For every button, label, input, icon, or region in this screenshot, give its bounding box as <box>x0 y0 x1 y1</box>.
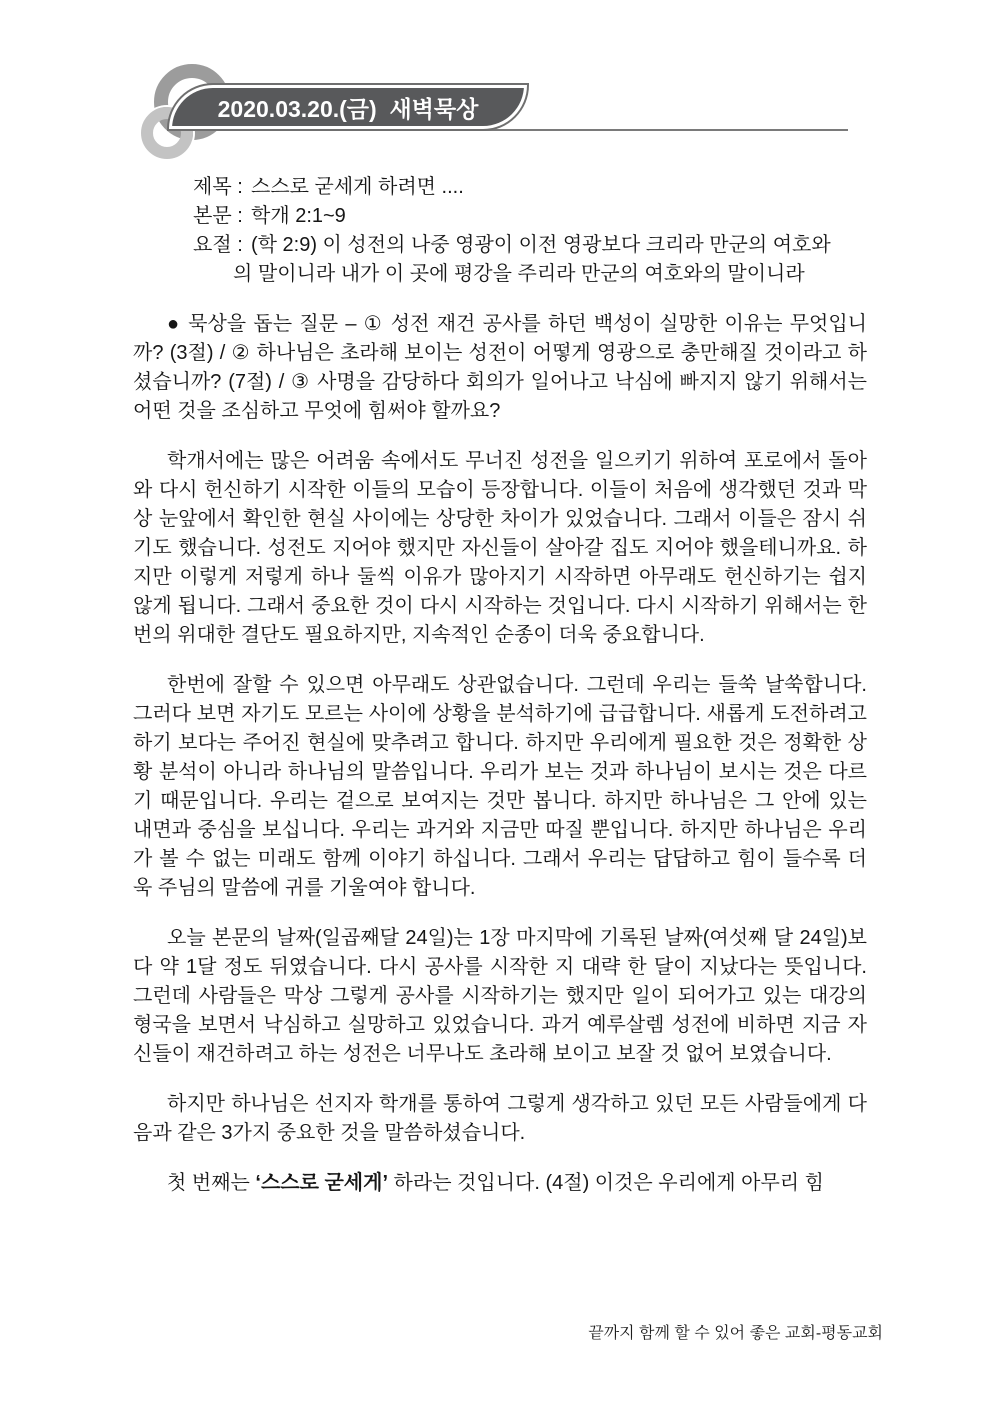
header-rule-line <box>300 129 848 131</box>
closing-after: 하라는 것입니다. (4절) 이것은 우리에게 아무리 힘 <box>388 1172 824 1194</box>
closing-paragraph <box>133 1169 867 1198</box>
document-body <box>133 173 867 1198</box>
verse-label: 요절 : <box>193 234 243 256</box>
body-paragraph-4: 하지만 하나님은 선지자 학개를 통하여 그렇게 생각하고 있던 모든 사람들에게 다음과 같은 3가지 중요한 것을 말씀하셨습니다. <box>133 1093 867 1144</box>
body-paragraph-2: 한번에 잘할 수 있으면 아무래도 상관없습니다. 그런데 우리는 들쑥 날쑥합니다. 그러다 보면 자기도 모르는 사이에 상황을 분석하기에 급급합니다. 새롭게 도전하려고 하기 보다는 주어진 현실에 맞추려고 합니다. 하지만 우리에게 필요한 것은 정확한 상황 분석이 아니라 하나님의 말씀입니다. 우리가 보는 것과 하나님이 보시는 것은 다르기 때문입니다. 우리는 겉으로 보여지는 것만 봅니다. 하지만 하나님은 그 안에 있는 내면과 중심을 보십니다. 우리는 과거와 지금만 따질 뿐입니다. 하지만 하나님은 우리가 볼 수 없는 미래도 함께 이야기 하십니다. 그래서 우리는 답답하고 힘이 들수록 더욱 주님의 말씀에 귀를 기울여야 합니다. <box>133 674 867 899</box>
meta-block <box>193 173 867 289</box>
banner-date-title: 2020.03.20.(금) 새벽묵상 <box>217 95 479 122</box>
title-label: 제목 : <box>193 176 243 198</box>
meta-row-title <box>193 173 867 202</box>
closing-bold-phrase: ‘스스로 굳세게’ <box>255 1172 388 1194</box>
verse-line-2: 의 말이니라 내가 이 곳에 평강을 주리라 만군의 여호와의 말이니라 <box>233 263 805 285</box>
meta-row-verse <box>193 231 867 289</box>
verse-value <box>233 231 867 289</box>
meta-row-scripture <box>193 202 867 231</box>
scripture-label: 본문 : <box>193 205 243 227</box>
questions-text: 묵상을 돕는 질문 – ① 성전 재건 공사를 하던 백성이 실망한 이유는 무엇입니까? (3절) / ② 하나님은 초라해 보이는 성전이 어떻게 영광으로 충만해질 것이라고 하셨습니까? (7절) / ③ 사명을 감당하다 회의가 일어나고 낙심에 빠지지 않기 위해서는 어떤 것을 조심하고 무엇에 힘써야 할까요? <box>133 313 867 422</box>
bullet-icon: ● <box>167 313 189 335</box>
verse-line-1: (학 2:9) 이 성전의 나중 영광이 이전 영광보다 크리라 만군의 여호와 <box>251 234 831 256</box>
body-paragraph-3: 오늘 본문의 날짜(일곱째달 24일)는 1장 마지막에 기록된 날짜(여섯째 달 24일)보다 약 1달 정도 뒤였습니다. 다시 공사를 시작한 지 대략 한 달이 지났다는 뜻입니다. 그런데 사람들은 막상 그렇게 공사를 시작하기는 했지만 일이 되어가고 있는 대강의 형국을 보면서 낙심하고 실망하고 있었습니다. 과거 예루살렘 성전에 비하면 지금 자신들이 재건하려고 하는 성전은 너무나도 초라해 보이고 보잘 것 없어 보였습니다. <box>133 927 867 1065</box>
body-paragraph-1: 학개서에는 많은 어려움 속에서도 무너진 성전을 일으키기 위하여 포로에서 돌아와 다시 헌신하기 시작한 이들의 모습이 등장합니다. 이들이 처음에 생각했던 것과 막상 눈앞에서 확인한 현실 사이에는 상당한 차이가 있었습니다. 그래서 이들은 잠시 쉬기도 했습니다. 성전도 지어야 했지만 자신들이 살아갈 집도 지어야 했을테니까요. 하지만 이렇게 저렇게 하나 둘씩 이유가 많아지기 시작하면 아무래도 헌신하기는 쉽지 않게 됩니다. 그래서 중요한 것이 다시 시작하는 것입니다. 다시 시작하기 위해서는 한번의 위대한 결단도 필요하지만, 지속적인 순종이 더욱 중요합니다. <box>133 450 867 646</box>
scripture-value: 학개 2:1~9 <box>251 205 346 227</box>
closing-before: 첫 번째는 <box>167 1172 256 1194</box>
title-value: 스스로 굳세게 하려면 .... <box>251 176 464 198</box>
header-banner <box>169 85 527 129</box>
footer-church-slogan: 끝까지 함께 할 수 있어 좋은 교회-평동교회 <box>588 1325 883 1342</box>
questions-paragraph <box>133 310 867 426</box>
